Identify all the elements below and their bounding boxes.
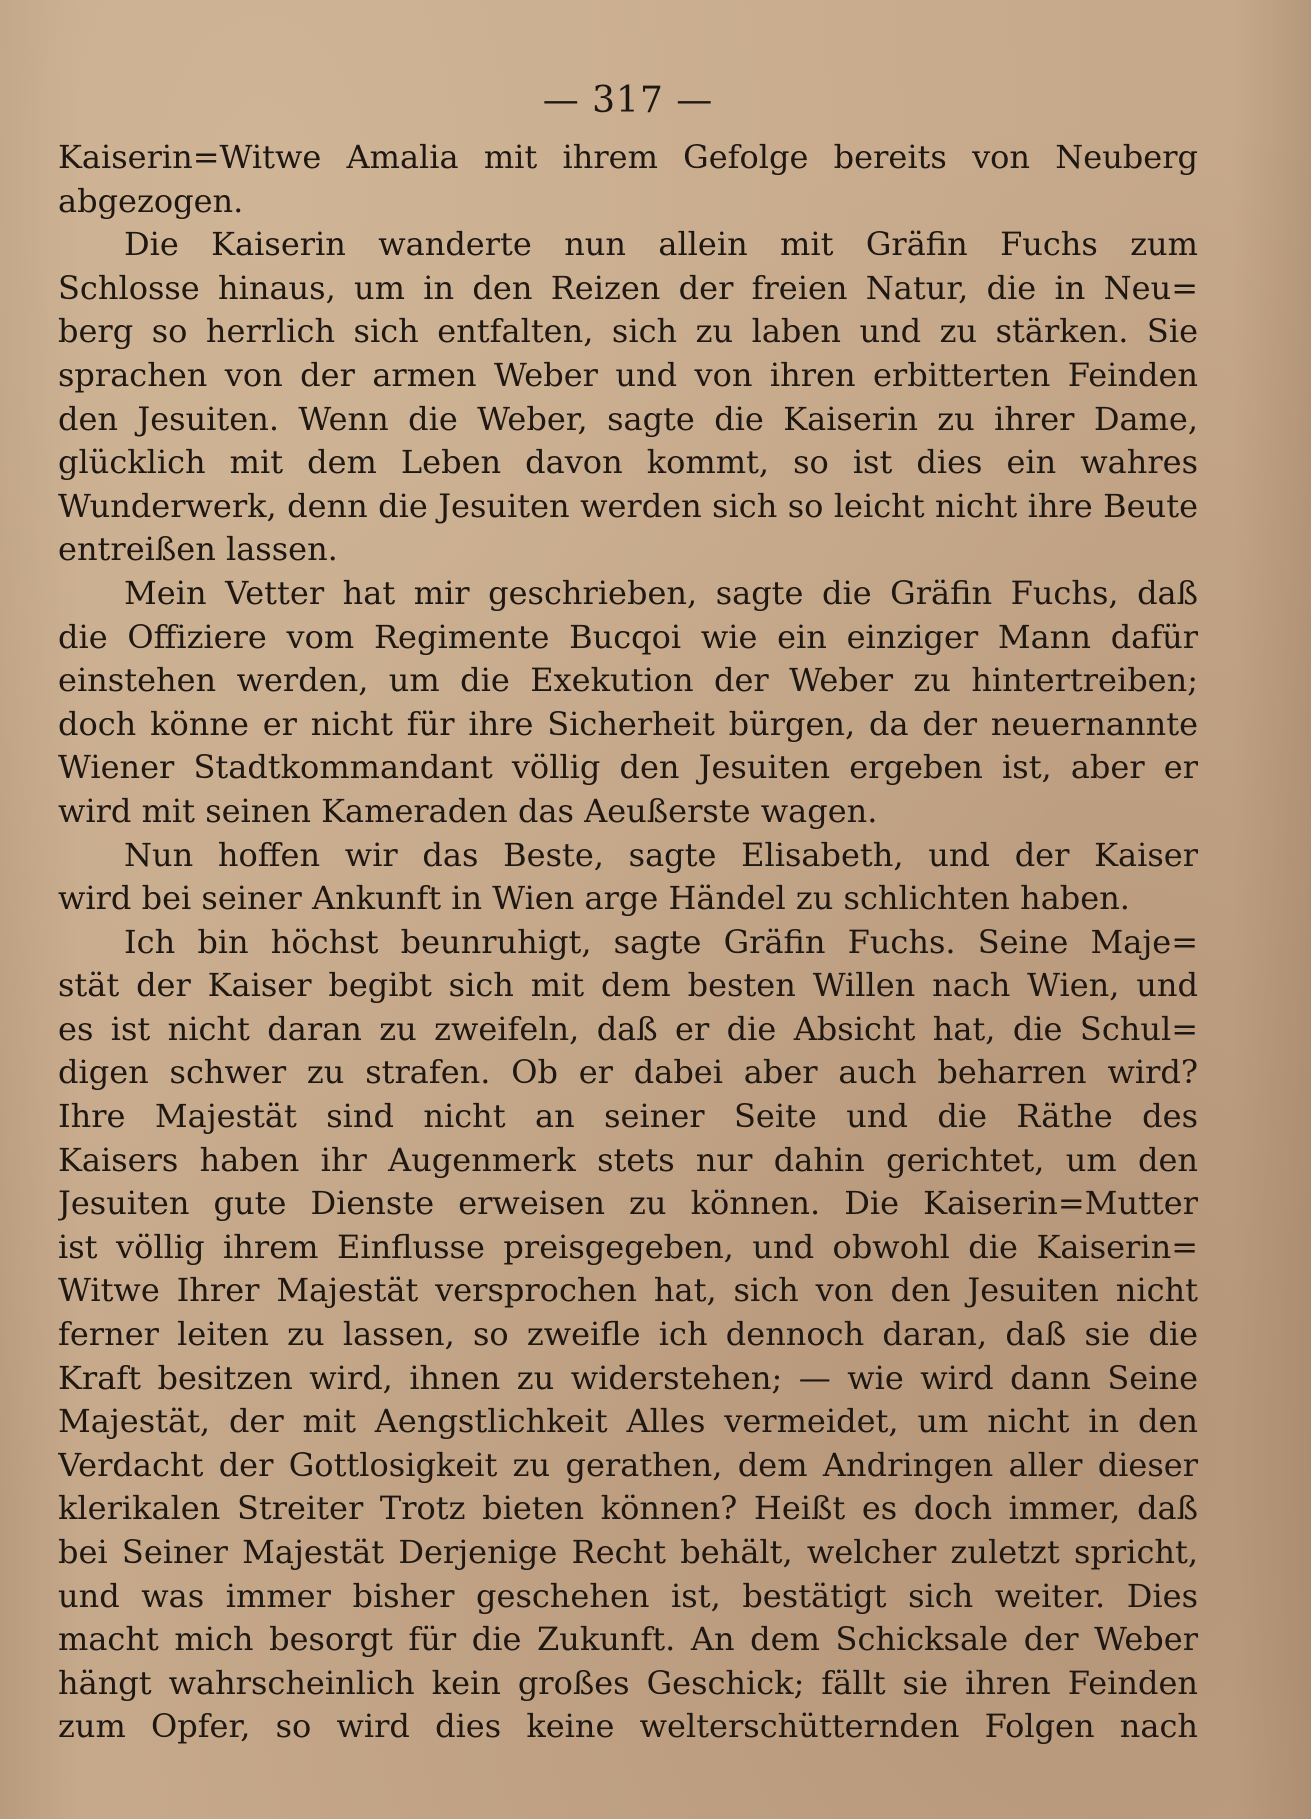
text-line: sprachen von der armen Weber und von ihren erbitterten Feinden (58, 355, 1198, 394)
text-line: klerikalen Streiter Trotz bieten können? Heißt es doch immer, daß (58, 1489, 1198, 1528)
text-line: ist völlig ihrem Einflusse preisgegeben, und obwohl die Kaiserin= (58, 1227, 1198, 1266)
text-line: glücklich mit dem Leben davon kommt, so ist dies ein wahres (58, 443, 1198, 482)
text-line: abgezogen. (58, 181, 244, 220)
page-number: — 317 — (542, 80, 714, 121)
text-line: digen schwer zu strafen. Ob er dabei aber auch beharren wird? (58, 1053, 1198, 1092)
text-line: es ist nicht daran zu zweifeln, daß er die Absicht hat, die Schul= (58, 1009, 1198, 1048)
text-line: den Jesuiten. Wenn die Weber, sagte die Kaiserin zu ihrer Dame, (58, 399, 1198, 438)
text-line: Nun hoffen wir das Beste, sagte Elisabeth, und der Kaiser (124, 835, 1198, 874)
book-page (58, 72, 1198, 1792)
text-line: einstehen werden, um die Exekution der Weber zu hintertreiben; (58, 661, 1198, 700)
text-line: Wunderwerk, denn die Jesuiten werden sich so leicht nicht ihre Beute (58, 486, 1198, 525)
text-line: Die Kaiserin wanderte nun allein mit Gräfin Fuchs zum (124, 225, 1198, 264)
text-line: ferner leiten zu lassen, so zweifle ich dennoch daran, daß sie die (58, 1315, 1198, 1354)
text-line: Wiener Stadtkommandant völlig den Jesuiten ergeben ist, aber er (58, 748, 1198, 787)
text-line: wird mit seinen Kameraden das Aeußerste wagen. (58, 791, 878, 830)
text-line: hängt wahrscheinlich kein großes Geschick; fällt sie ihren Feinden (58, 1663, 1198, 1702)
text-line: Kraft besitzen wird, ihnen zu widerstehen; — wie wird dann Seine (58, 1358, 1198, 1397)
text-line: zum Opfer, so wird dies keine welterschütternden Folgen nach (58, 1707, 1198, 1746)
text-line: Ich bin höchst beunruhigt, sagte Gräfin Fuchs. Seine Maje= (124, 922, 1198, 961)
text-line: macht mich besorgt für die Zukunft. An dem Schicksale der Weber (58, 1620, 1198, 1659)
text-line: stät der Kaiser begibt sich mit dem besten Willen nach Wien, und (58, 966, 1198, 1005)
text-line: Ihre Majestät sind nicht an seiner Seite und die Räthe des (58, 1097, 1198, 1136)
text-line: und was immer bisher geschehen ist, bestätigt sich weiter. Dies (58, 1576, 1198, 1615)
text-line: Verdacht der Gottlosigkeit zu gerathen, dem Andringen aller dieser (58, 1445, 1198, 1484)
body-text (58, 136, 1198, 1749)
text-line: doch könne er nicht für ihre Sicherheit bürgen, da der neuernannte (58, 704, 1198, 743)
text-line: berg so herrlich sich entfalten, sich zu laben und zu stärken. Sie (58, 312, 1198, 351)
text-line: Witwe Ihrer Majestät versprochen hat, sich von den Jesuiten nicht (58, 1271, 1198, 1310)
text-line: Mein Vetter hat mir geschrieben, sagte die Gräfin Fuchs, daß (124, 573, 1198, 612)
text-line: Majestät, der mit Aengstlichkeit Alles vermeidet, um nicht in den (58, 1402, 1198, 1441)
text-line: Kaiserin=Witwe Amalia mit ihrem Gefolge bereits von Neuberg (58, 138, 1198, 176)
text-line: Jesuiten gute Dienste erweisen zu können. Die Kaiserin=Mutter (58, 1184, 1198, 1223)
text-line: Kaisers haben ihr Augenmerk stets nur dahin gerichtet, um den (58, 1140, 1198, 1179)
text-line: Schlosse hinaus, um in den Reizen der freien Natur, die in Neu= (58, 268, 1198, 307)
text-line: bei Seiner Majestät Derjenige Recht behält, welcher zuletzt spricht, (58, 1533, 1198, 1571)
text-line: wird bei seiner Ankunft in Wien arge Händel zu schlichten haben. (58, 879, 1130, 918)
text-line: die Offiziere vom Regimente Bucqoi wie ein einziger Mann dafür (58, 617, 1198, 656)
text-line: entreißen lassen. (58, 530, 338, 569)
